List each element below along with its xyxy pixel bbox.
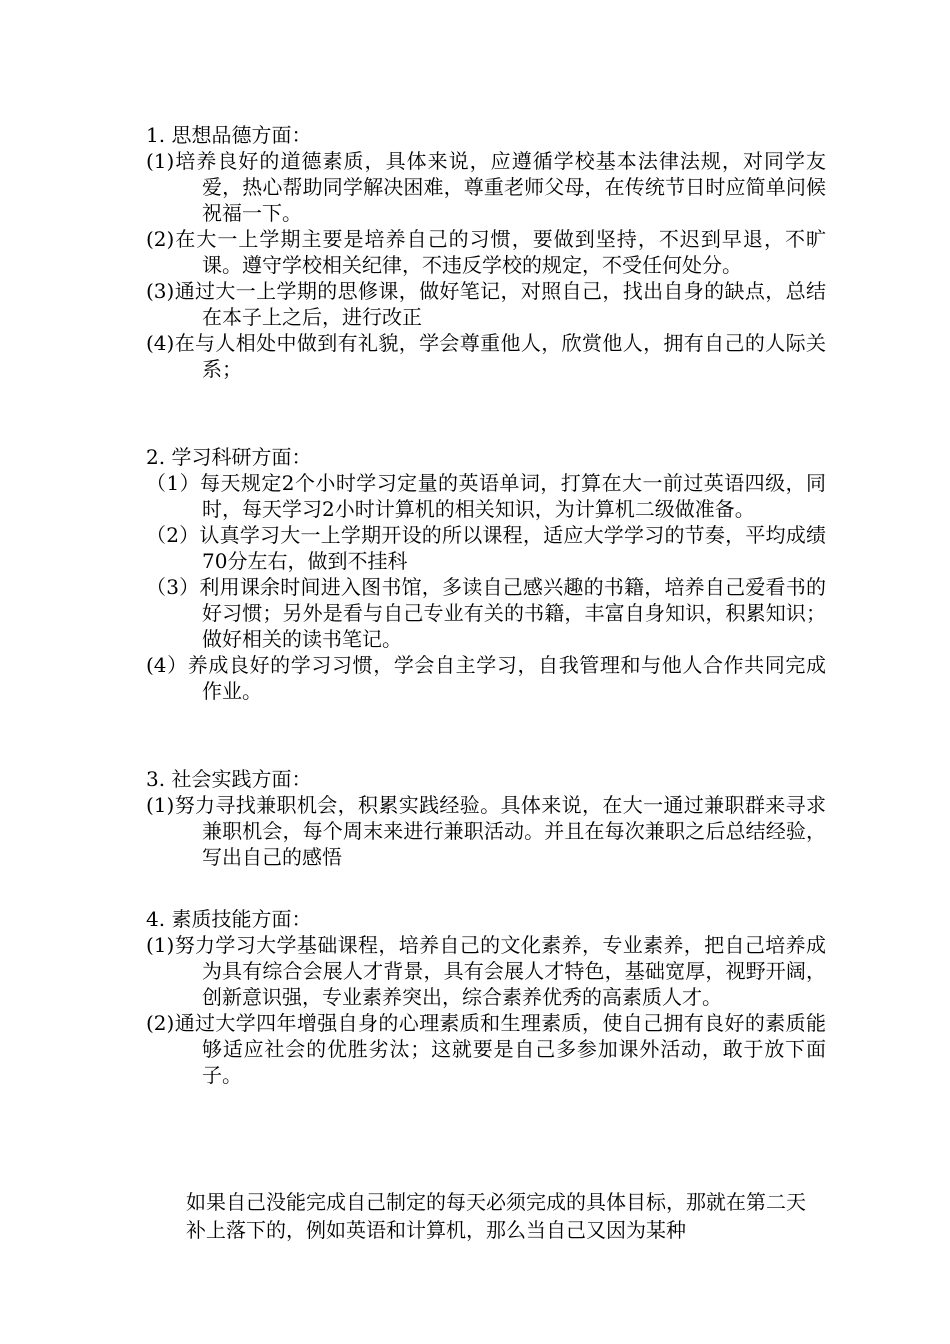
list-item: （3）利用课余时间进入图书馆，多读自己感兴趣的书籍，培养自己爱看书的好习惯；另外是看与自己专业有关的书籍，丰富自身知识，积累知识；做好相关的读书笔记。 bbox=[146, 575, 826, 651]
list-item: (1)努力学习大学基础课程，培养自己的文化素养，专业素养，把自己培养成为具有综合会展人才背景，具有会展人才特色，基础宽厚，视野开阔，创新意识强，专业素养突出，综合素养优秀的高素质人才。 bbox=[146, 933, 826, 1009]
section-title: 3. 社会实践方面： bbox=[146, 767, 312, 791]
list-item: (1)努力寻找兼职机会，积累实践经验。具体来说，在大一通过兼职群来寻求兼职机会，每个周末来进行兼职活动。并且在每次兼职之后总结经验，写出自己的感悟 bbox=[146, 793, 826, 869]
section-practice bbox=[146, 766, 826, 870]
list-item: (3)通过大一上学期的思修课，做好笔记，对照自己，找出自身的缺点，总结在本子上之后，进行改正 bbox=[146, 279, 826, 329]
section-spacer bbox=[146, 870, 826, 906]
list-item: (1)培养良好的道德素质，具体来说，应遵循学校基本法律法规，对同学友爱，热心帮助同学解决困难，尊重老师父母，在传统节日时应简单问候祝福一下。 bbox=[146, 149, 826, 225]
list-item: (4)在与人相处中做到有礼貌，学会尊重他人，欣赏他人，拥有自己的人际关系； bbox=[146, 331, 826, 381]
section-moral bbox=[146, 122, 826, 382]
section-title: 4. 素质技能方面： bbox=[146, 907, 312, 931]
closing-paragraph: 如果自己没能完成自己制定的每天必须完成的具体目标，那就在第二天补上落下的，例如英语和计算机，那么当自己又因为某种 bbox=[186, 1190, 806, 1242]
list-item: （1）每天规定2个小时学习定量的英语单词，打算在大一前过英语四级，同时，每天学习2小时计算机的相关知识，为计算机二级做准备。 bbox=[146, 471, 826, 521]
document-body bbox=[146, 122, 826, 1088]
section-spacer bbox=[146, 382, 826, 444]
section-skills bbox=[146, 906, 826, 1088]
section-study bbox=[146, 444, 826, 704]
list-item: （2）认真学习大一上学期开设的所以课程，适应大学学习的节奏，平均成绩70分左右，做到不挂科 bbox=[146, 523, 826, 573]
list-item: (4）养成良好的学习习惯，学会自主学习，自我管理和与他人合作共同完成作业。 bbox=[146, 653, 826, 703]
list-item: (2)在大一上学期主要是培养自己的习惯，要做到坚持，不迟到早退，不旷课。遵守学校相关纪律，不违反学校的规定，不受任何处分。 bbox=[146, 227, 826, 277]
section-title: 1. 思想品德方面： bbox=[146, 123, 312, 147]
section-spacer bbox=[146, 704, 826, 766]
list-item: (2)通过大学四年增强自身的心理素质和生理素质，使自己拥有良好的素质能够适应社会的优胜劣汰；这就要是自己多参加课外活动，敢于放下面子。 bbox=[146, 1011, 826, 1087]
section-title: 2. 学习科研方面： bbox=[146, 445, 312, 469]
